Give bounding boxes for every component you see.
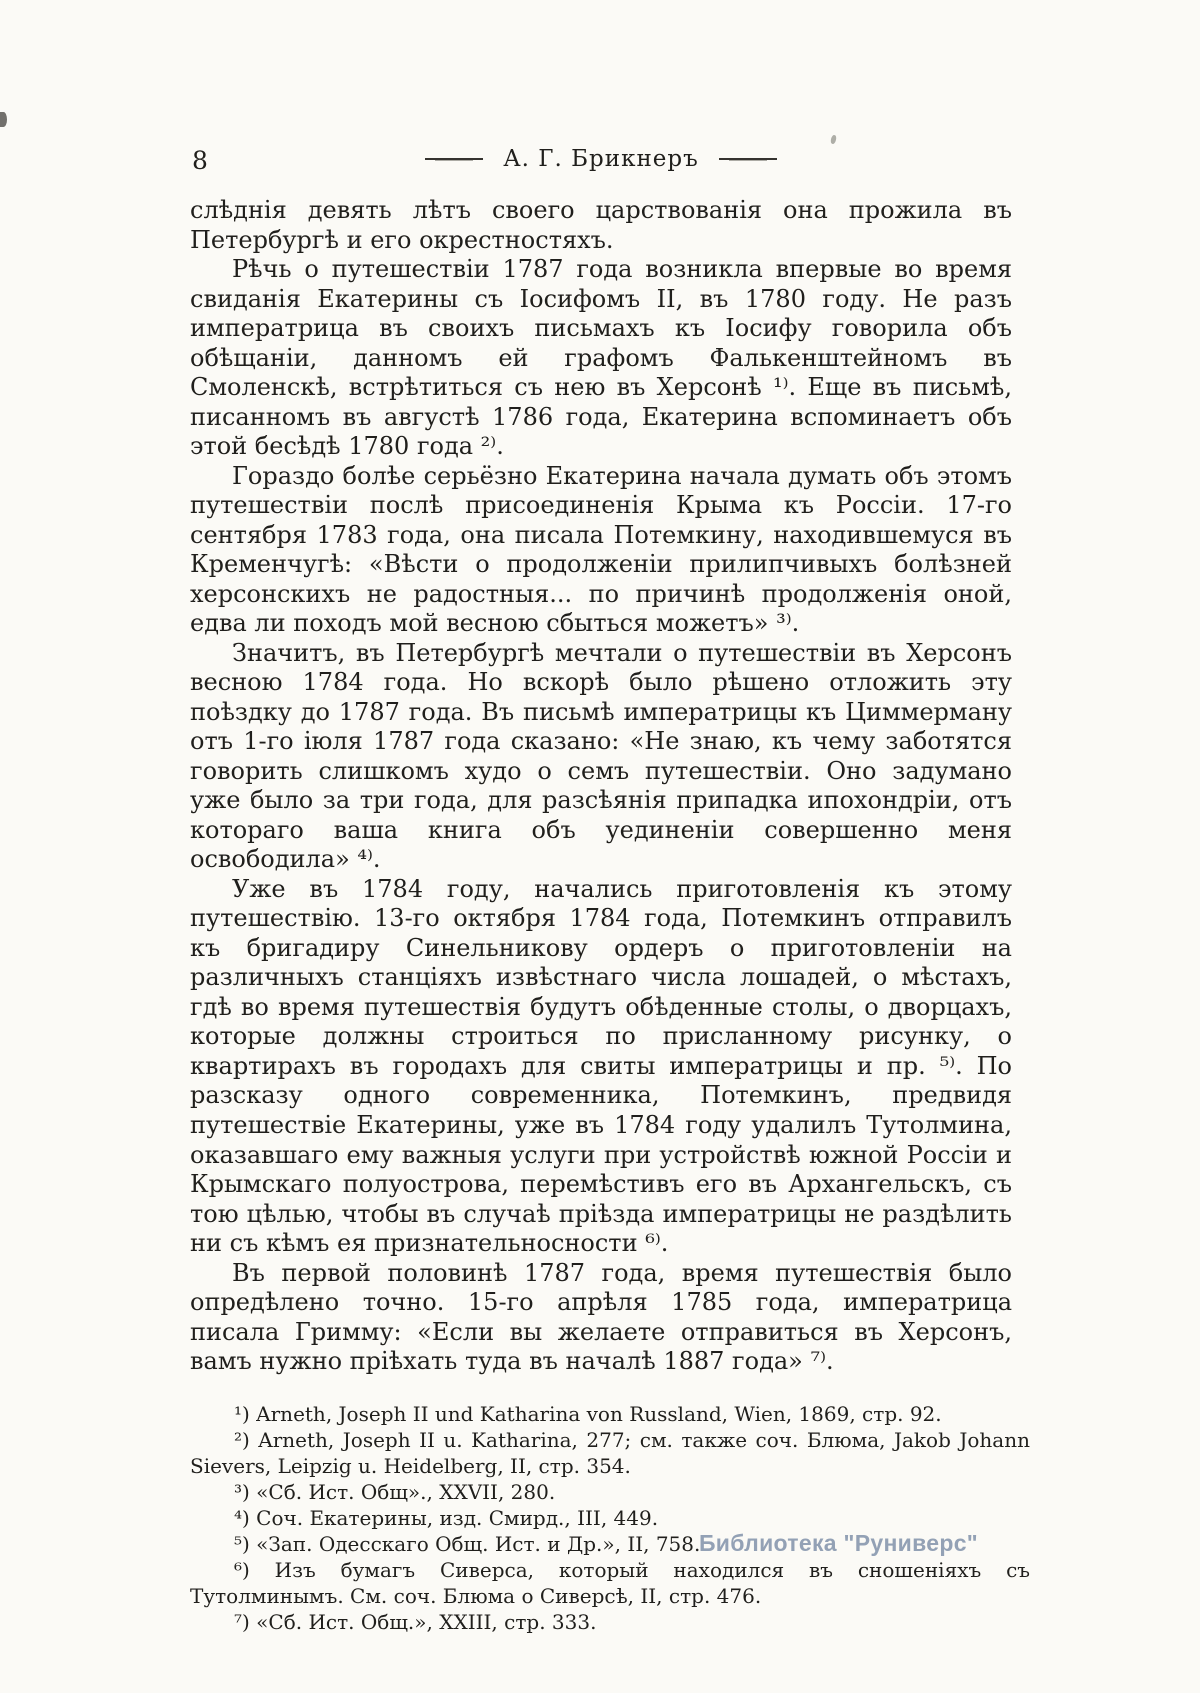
scan-artifact [830,135,837,145]
footnote: ¹) Arneth, Joseph II und Katharina von Russland, Wien, 1869, стр. 92. [234,1401,942,1426]
paragraph: Гораздо болѣе серьёзно Екатерина начала думать объ этомъ путешествіи послѣ присоединенія Крыма къ Россіи. 17-го сентября 1783 года, она писала Потемкину, находившемуся въ Кременчугѣ: «Вѣсти о продолженіи прилипчивыхъ болѣзней херсонскихъ не радостныя... по причинѣ продолженія оной, едва ли походъ мой весною сбыться можетъ» ³⁾. [190,461,1012,638]
footnote: ⁵) «Зап. Одесскаго Общ. Ист. и Др.», II, 758. [234,1531,701,1556]
footnote: ⁴) Соч. Екатерины, изд. Смирд., III, 449. [234,1505,659,1530]
page-number: 8 [192,146,208,175]
header-rule-left [425,158,483,160]
running-title-text: А. Г. Брикнеръ [503,146,699,172]
paragraph: Въ первой половинѣ 1787 года, время путешествія было опредѣлено точно. 15-го апрѣля 1785 года, императрица писала Гримму: «Если вы желаете отправиться въ Херсонъ, вамъ нужно пріѣхать туда въ началѣ 1887 года» ⁷⁾. [190,1258,1012,1376]
paragraph: Рѣчь о путешествіи 1787 года возникла впервые во время свиданія Екатерины съ Іосифомъ II, въ 1780 году. Не разъ императрица въ своихъ письмахъ къ Іосифу говорила объ обѣщаніи, данномъ ей графомъ Фалькенштейномъ въ Смоленскѣ, встрѣтиться съ нею въ Херсонѣ ¹⁾. Еще въ письмѣ, писанномъ въ августѣ 1786 года, Екатерина вспоминаетъ объ этой бесѣдѣ 1780 года ²⁾. [190,255,1012,461]
header-rule-right [719,158,777,160]
running-title [190,146,1012,172]
library-watermark: Библиотека "Руниверс" [698,1530,978,1556]
page-header [190,146,1012,180]
footnote: ³) «Сб. Ист. Общ»., XXVII, 280. [234,1479,556,1504]
paragraph: Значитъ, въ Петербургѣ мечтали о путешествіи въ Херсонъ весною 1784 года. Но вскорѣ было рѣшено отложить эту поѣздку до 1787 года. Въ письмѣ императрицы къ Циммерману отъ 1-го іюля 1787 года сказано: «Не знаю, къ чему заботятся говорить слишкомъ худо о семъ путешествіи. Оно задумано уже было за три года, для разсѣянія припадка ипохондріи, отъ котораго ваша книга объ уединеніи совершенно меня освободила» ⁴⁾. [190,638,1012,874]
footnote: ²) Arneth, Joseph II u. Katharina, 277; см. также соч. Блюма, Jakob Johann Sievers, Leipzig u. Heidelberg, II, стр. 354. [190,1427,1030,1478]
body-text [190,196,1012,1377]
paragraph: слѣднія девять лѣтъ своего царствованія она прожила въ Петербургѣ и его окрестностяхъ. [190,196,1012,254]
footnotes [190,1401,1030,1635]
scan-artifact [0,112,7,127]
footnote: ⁶) Изъ бумагъ Сиверса, который находился въ сношеніяхъ съ Тутолминымъ. См. соч. Блюма о Сиверсѣ, II, стр. 476. [190,1557,1030,1608]
footnote: ⁷) «Сб. Ист. Общ.», XXIII, стр. 333. [234,1609,597,1634]
paragraph: Уже въ 1784 году, начались приготовленія къ этому путешествію. 13-го октября 1784 года, Потемкинъ отправилъ къ бригадиру Синельникову ордеръ о приготовленіи на различныхъ станціяхъ извѣстнаго числа лошадей, о мѣстахъ, гдѣ во время путешествія будутъ обѣденные столы, о дворцахъ, которые должны строиться по присланному рисунку, о квартирахъ въ городахъ для свиты императрицы и пр. ⁵⁾. По разсказу одного современника, Потемкинъ, предвидя путешествіе Екатерины, уже въ 1784 году удалилъ Тутолмина, оказавшаго ему важныя услуги при устройствѣ южной Россіи и Крымскаго полуострова, перемѣстивъ его въ Архангельскъ, съ тою цѣлью, чтобы въ случаѣ пріѣзда императрицы не раздѣлить ни съ кѣмъ ея признательносности ⁶⁾. [190,874,1012,1258]
